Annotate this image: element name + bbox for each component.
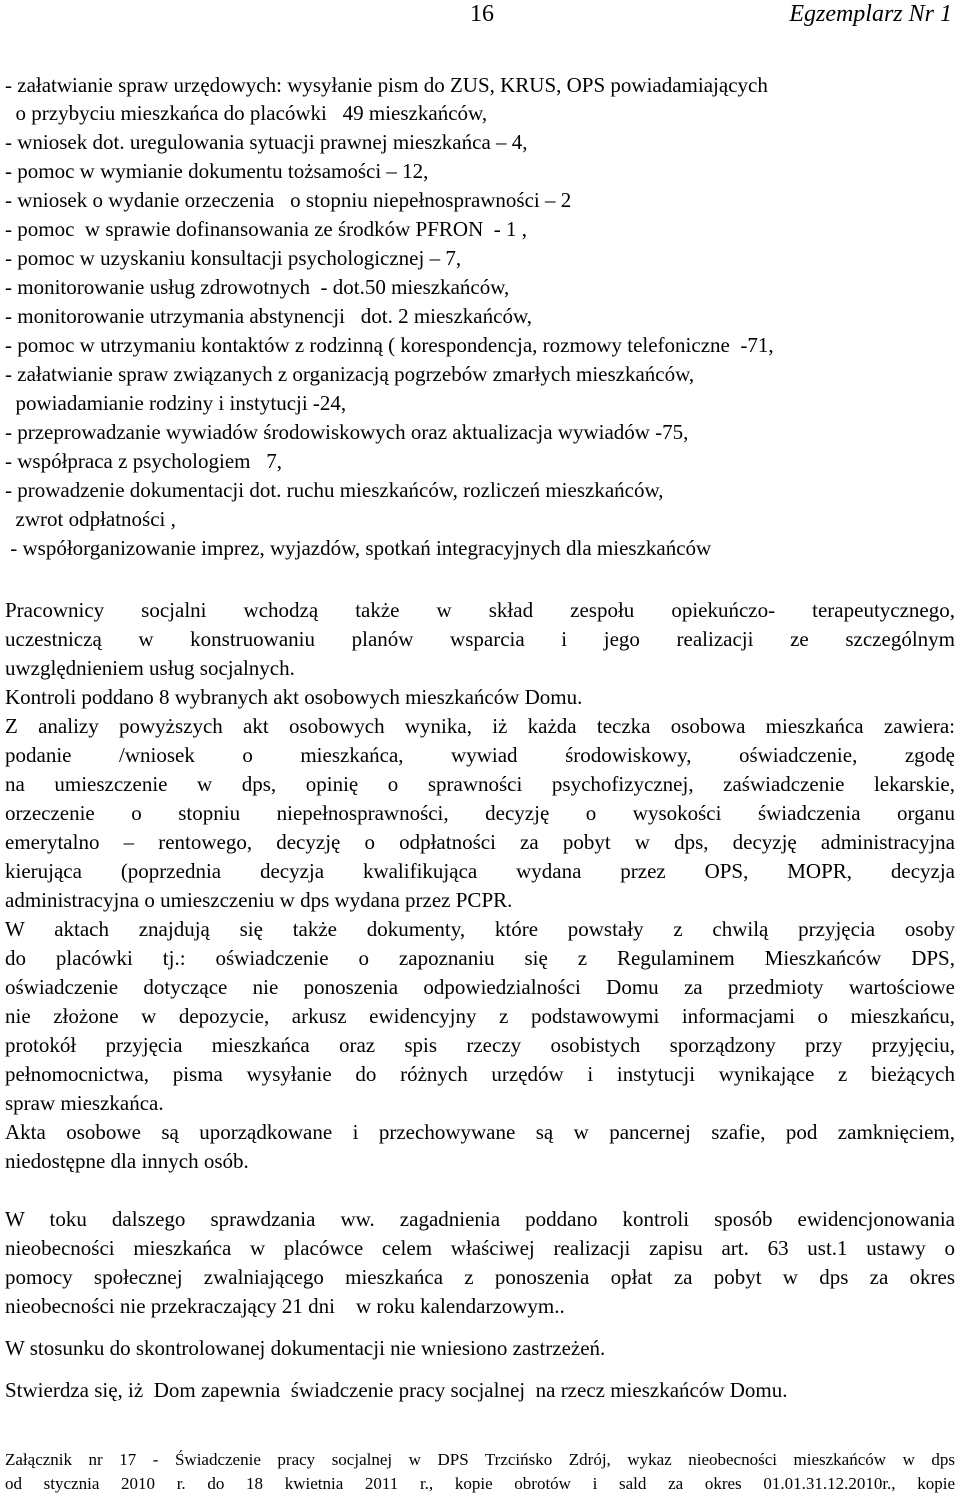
paragraph-line: na umieszczenie w dps, opinię o sprawności psychofizycznej, zaświadczenie lekarskie, (5, 772, 955, 796)
list-item: - monitorowanie usług zdrowotnych - dot.50 mieszkańców, (5, 275, 510, 299)
paragraph-line: kierująca (poprzednia decyzja kwalifikująca wydana przez OPS, MOPR, decyzja (5, 859, 955, 883)
paragraph-line: pełnomocnictwa, pisma wysyłanie do różnych urzędów i instytucji wynikające z bieżących (5, 1062, 955, 1086)
list-item: zwrot odpłatności , (5, 507, 176, 531)
list-item: - załatwianie spraw związanych z organizacją pogrzebów zmarłych mieszkańców, (5, 362, 695, 386)
copy-label: Egzemplarz Nr 1 (789, 1, 952, 27)
paragraph-line: podanie /wniosek o mieszkańca, wywiad środowiskowy, oświadczenie, zgodę (5, 743, 955, 767)
paragraph-line: oświadczenie dotyczące nie ponoszenia odpowiedzialności Domu za przedmioty wartościowe (5, 975, 955, 999)
paragraph-line: Z analizy powyższych akt osobowych wynika, iż każda teczka osobowa mieszkańca zawiera: (5, 714, 955, 738)
list-item: - współorganizowanie imprez, wyjazdów, spotkań integracyjnych dla mieszkańców (5, 536, 712, 560)
paragraph-line: uczestniczą w konstruowaniu planów wsparcia i jego realizacji ze szczególnym (5, 627, 955, 651)
page-number: 16 (470, 1, 494, 27)
footer-line: Załącznik nr 17 - Świadczenie pracy socjalnej w DPS Trzcińsko Zdrój, wykaz nieobecności mieszkańców w dps (5, 1450, 955, 1469)
list-item: - pomoc w wymianie dokumentu tożsamości – 12, (5, 159, 429, 183)
paragraph-line: Kontroli poddano 8 wybranych akt osobowych mieszkańców Domu. (5, 685, 583, 709)
paragraph-line: nie złożone w depozycie, arkusz ewidencyjny z podstawowymi informacjami o mieszkańcu, (5, 1004, 955, 1028)
list-item: powiadamianie rodziny i instytucji -24, (5, 391, 347, 415)
paragraph-line: emerytalno – rentowego, decyzję o odpłatności za pobyt w dps, decyzję administracyjna (5, 830, 955, 854)
paragraph-line: Stwierdza się, iż Dom zapewnia świadczenie pracy socjalnej na rzecz mieszkańców Domu. (5, 1378, 788, 1402)
list-item: - pomoc w sprawie dofinansowania ze środków PFRON - 1 , (5, 217, 527, 241)
paragraph-line: Akta osobowe są uporządkowane i przechowywane są w pancernej szafie, pod zamknięciem, (5, 1120, 955, 1144)
list-item: - załatwianie spraw urzędowych: wysyłanie pism do ZUS, KRUS, OPS powiadamiających (5, 73, 768, 97)
list-item: - pomoc w uzyskaniu konsultacji psychologicznej – 7, (5, 246, 462, 270)
paragraph-line: pomocy społecznej zwalniającego mieszkańca z ponoszenia opłat za pobyt w dps za okres (5, 1265, 955, 1289)
footer-line: od stycznia 2010 r. do 18 kwietnia 2011 r., kopie obrotów i sald za okres 01.01.31.12.2010r., kopie (5, 1474, 955, 1493)
paragraph-line: W aktach znajdują się także dokumenty, które powstały z chwilą przyjęcia osoby (5, 917, 955, 941)
paragraph-line: niedostępne dla innych osób. (5, 1149, 249, 1173)
paragraph-line: protokół przyjęcia mieszkańca oraz spis rzeczy osobistych sporządzony przy przyjęciu, (5, 1033, 955, 1057)
list-item: - pomoc w utrzymaniu kontaktów z rodzinną ( korespondencja, rozmowy telefoniczne -71, (5, 333, 774, 357)
paragraph-line: administracyjna o umieszczeniu w dps wydana przez PCPR. (5, 888, 513, 912)
list-item: - wniosek dot. uregulowania sytuacji prawnej mieszkańca – 4, (5, 130, 528, 154)
paragraph-line: nieobecności nie przekraczający 21 dni w roku kalendarzowym.. (5, 1294, 565, 1318)
paragraph-line: W toku dalszego sprawdzania ww. zagadnienia poddano kontroli sposób ewidencjonowania (5, 1207, 955, 1231)
list-item: o przybyciu mieszkańca do placówki 49 mieszkańców, (5, 101, 488, 125)
paragraph-line: uwzględnieniem usług socjalnych. (5, 656, 295, 680)
list-item: - wniosek o wydanie orzeczenia o stopniu niepełnosprawności – 2 (5, 188, 572, 212)
paragraph-line: orzeczenie o stopniu niepełnosprawności, decyzję o wysokości świadczenia organu (5, 801, 955, 825)
list-item: - prowadzenie dokumentacji dot. ruchu mieszkańców, rozliczeń mieszkańców, (5, 478, 664, 502)
paragraph-line: W stosunku do skontrolowanej dokumentacji nie wniesiono zastrzeżeń. (5, 1336, 606, 1360)
list-item: - monitorowanie utrzymania abstynencji dot. 2 mieszkańców, (5, 304, 532, 328)
paragraph-line: nieobecności mieszkańca w placówce celem właściwej realizacji zapisu art. 63 ust.1 ustawy o (5, 1236, 955, 1260)
paragraph-line: spraw mieszkańca. (5, 1091, 164, 1115)
list-item: - współpraca z psychologiem 7, (5, 449, 283, 473)
paragraph-line: do placówki tj.: oświadczenie o zapoznaniu się z Regulaminem Mieszkańców DPS, (5, 946, 955, 970)
paragraph-line: Pracownicy socjalni wchodzą także w skład zespołu opiekuńczo- terapeutycznego, (5, 598, 955, 622)
list-item: - przeprowadzanie wywiadów środowiskowych oraz aktualizacja wywiadów -75, (5, 420, 689, 444)
page-header (0, 0, 960, 40)
